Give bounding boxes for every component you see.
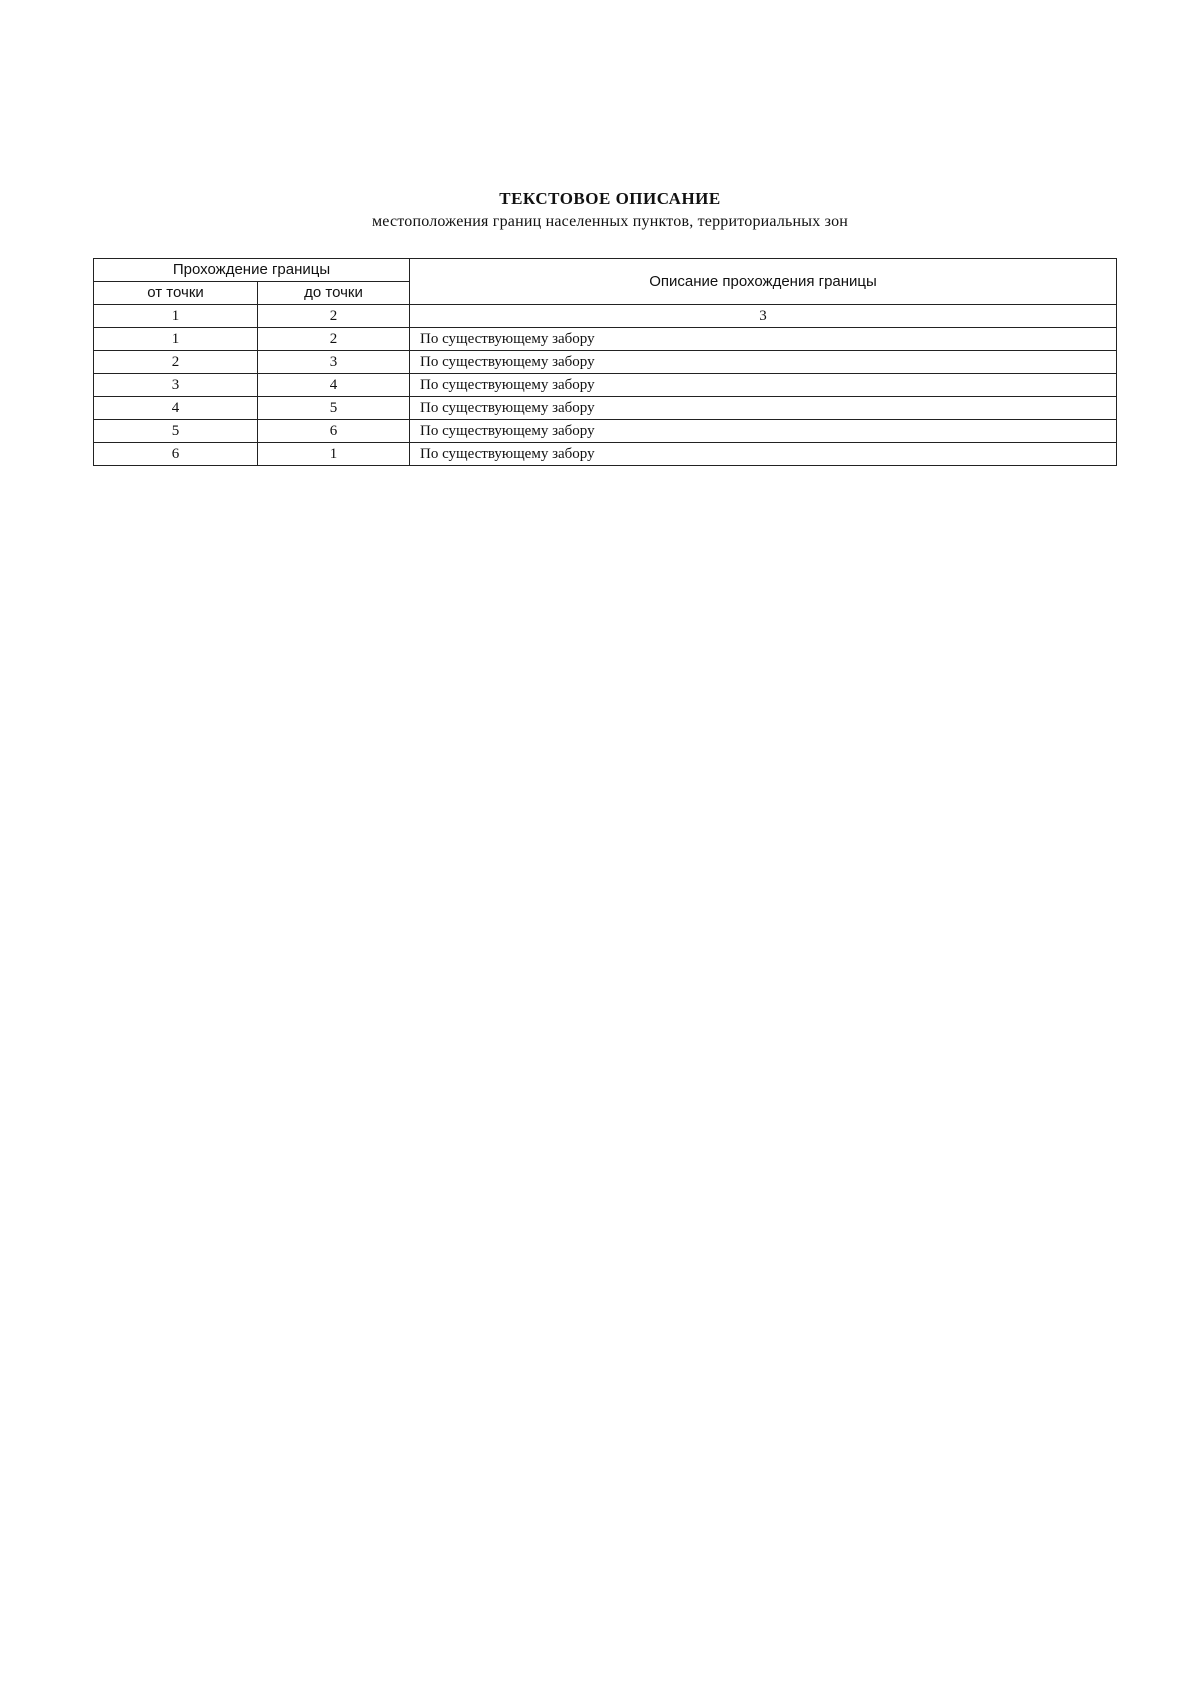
document-title: ТЕКСТОВОЕ ОПИСАНИЕ (499, 189, 721, 208)
description-cell: По существующему забору (410, 443, 1117, 466)
table-row (94, 397, 1117, 420)
from-point-cell: 2 (94, 351, 258, 374)
table-row (94, 420, 1117, 443)
column-number-1: 1 (94, 305, 258, 328)
to-point-cell: 1 (258, 443, 410, 466)
to-point-cell: 4 (258, 374, 410, 397)
header-description: Описание прохождения границы (410, 259, 1117, 305)
column-number-3: 3 (410, 305, 1117, 328)
table-row (94, 328, 1117, 351)
description-cell: По существующему забору (410, 351, 1117, 374)
to-point-cell: 3 (258, 351, 410, 374)
description-cell: По существующему забору (410, 374, 1117, 397)
column-number-2: 2 (258, 305, 410, 328)
to-point-cell: 5 (258, 397, 410, 420)
description-cell: По существующему забору (410, 397, 1117, 420)
from-point-cell: 6 (94, 443, 258, 466)
document-subtitle: местоположения границ населенных пунктов, территориальных зон (371, 213, 849, 230)
table-row (94, 351, 1117, 374)
from-point-cell: 5 (94, 420, 258, 443)
from-point-cell: 1 (94, 328, 258, 351)
from-point-cell: 4 (94, 397, 258, 420)
table-row (94, 374, 1117, 397)
to-point-cell: 6 (258, 420, 410, 443)
header-to-point: до точки (258, 282, 410, 305)
column-numbering-row (94, 305, 1117, 328)
description-cell: По существующему забору (410, 420, 1117, 443)
header-boundary-passage: Прохождение границы (94, 259, 410, 282)
boundary-table (93, 258, 1117, 466)
from-point-cell: 3 (94, 374, 258, 397)
table-row (94, 443, 1117, 466)
to-point-cell: 2 (258, 328, 410, 351)
description-cell: По существующему забору (410, 328, 1117, 351)
header-from-point: от точки (94, 282, 258, 305)
